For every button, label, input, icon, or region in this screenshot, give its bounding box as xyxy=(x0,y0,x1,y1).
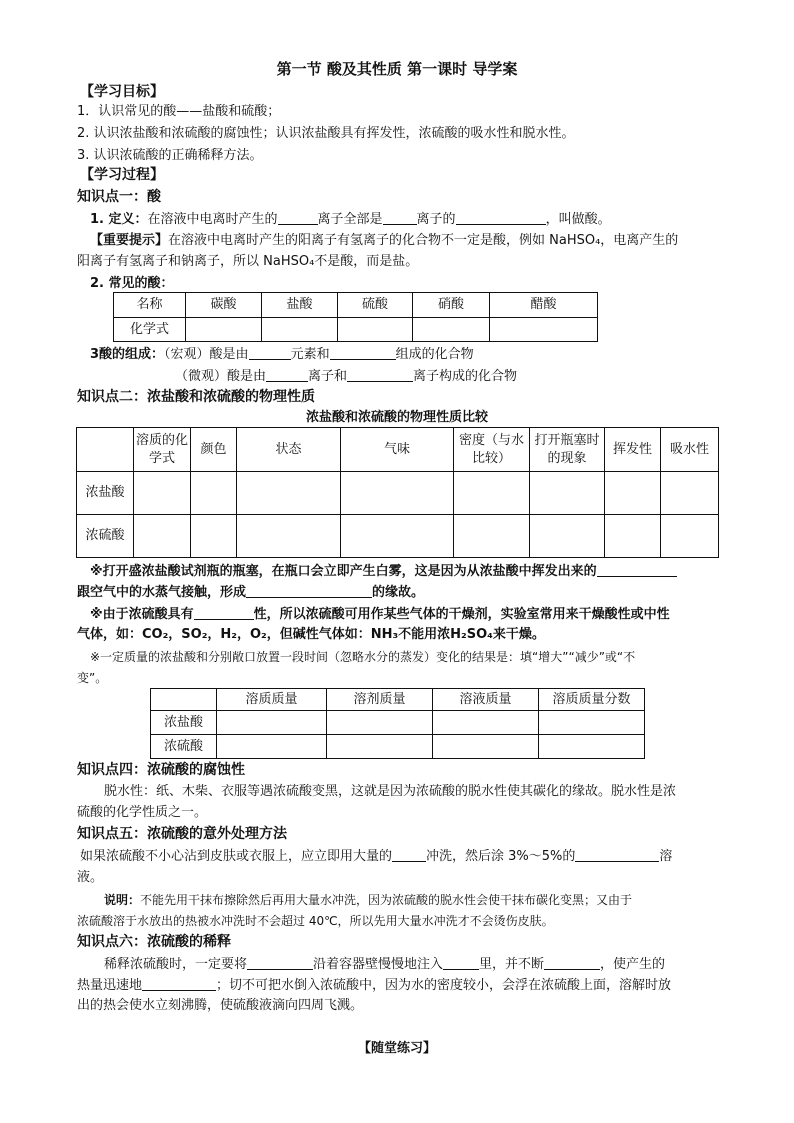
row-label: 化学式 xyxy=(114,318,186,342)
blank[interactable] xyxy=(575,847,659,862)
blank[interactable] xyxy=(597,562,677,577)
answer-cell[interactable] xyxy=(186,318,262,342)
answer-cell[interactable] xyxy=(454,515,530,558)
comparison-table-title: 浓盐酸和浓硫酸的物理性质比较 xyxy=(305,410,488,425)
kp1-definition: 1. 定义：在溶液中电离时产生的 离子全部是 离子的 ，叫做酸。 xyxy=(90,212,611,227)
blank[interactable] xyxy=(249,345,291,360)
answer-cell[interactable] xyxy=(661,515,719,558)
table-header: 溶剂质量 xyxy=(327,689,433,711)
blank[interactable] xyxy=(347,367,413,382)
acid-composition-macro: 3酸的组成：（宏观）酸是由 元素和 组成的化合物 xyxy=(90,347,474,362)
row-label: 浓硫酸 xyxy=(151,735,217,759)
blank[interactable] xyxy=(330,345,396,360)
answer-cell[interactable] xyxy=(530,515,605,558)
answer-cell[interactable] xyxy=(413,318,490,342)
answer-cell[interactable] xyxy=(433,711,539,735)
answer-cell[interactable] xyxy=(539,711,645,735)
answer-cell[interactable] xyxy=(530,472,605,515)
answer-cell[interactable] xyxy=(134,472,191,515)
table-header: 醋酸 xyxy=(490,293,598,318)
note-exposure: ※一定质量的浓盐酸和分别敞口放置一段时间（忽略水分的蒸发）变化的结果是：填“增大”“减少”或“不 xyxy=(90,650,636,664)
table-header: 硫酸 xyxy=(338,293,413,318)
answer-cell[interactable] xyxy=(341,472,454,515)
answer-cell[interactable] xyxy=(490,318,598,342)
answer-cell[interactable] xyxy=(605,472,661,515)
note-label: 说明： xyxy=(104,893,141,907)
kp4-heading: 知识点四：浓硫酸的腐蚀性 xyxy=(77,762,245,778)
answer-cell[interactable] xyxy=(338,318,413,342)
kp6-text-cont: 出的热会使水立刻沸腾，使硫酸液滴向四周飞溅。 xyxy=(77,998,364,1013)
blank[interactable] xyxy=(247,955,313,970)
acid-composition-micro: （微观）酸是由 离子和 离子构成的化合物 xyxy=(175,369,518,384)
answer-cell[interactable] xyxy=(539,735,645,759)
blank[interactable] xyxy=(246,583,372,598)
table-header: 溶质的化学式 xyxy=(134,428,191,472)
blank[interactable] xyxy=(266,367,308,382)
note-white-mist-cont: 跟空气中的水蒸气接触，形成 的缘故。 xyxy=(77,585,425,600)
answer-cell[interactable] xyxy=(605,515,661,558)
goal-item: 1．认识常见的酸——盐酸和硫酸； xyxy=(77,104,281,119)
table-header: 名称 xyxy=(114,293,186,318)
answer-cell[interactable] xyxy=(327,711,433,735)
table-header: 打开瓶塞时的现象 xyxy=(530,428,605,472)
table-header: 气味 xyxy=(341,428,454,472)
table-header: 溶质质量分数 xyxy=(539,689,645,711)
row-label: 浓硫酸 xyxy=(77,515,134,558)
important-tip: 【重要提示】在溶液中电离时产生的阳离子有氢离子的化合物不一定是酸，例如 NaHSO₄，电离产生的 xyxy=(90,233,679,248)
kp6-heading: 知识点六：浓硫酸的稀释 xyxy=(77,934,231,950)
blank[interactable] xyxy=(194,605,254,620)
table-header: 颜色 xyxy=(191,428,237,472)
answer-cell[interactable] xyxy=(237,515,341,558)
table-header: 硝酸 xyxy=(413,293,490,318)
table-header: 吸水性 xyxy=(661,428,719,472)
common-acids-label: 2. 常见的酸： xyxy=(90,276,174,291)
answer-cell[interactable] xyxy=(262,318,338,342)
kp5-note: 说明：不能先用干抹布擦除然后再用大量水冲洗，因为浓硫酸的脱水性会使干抹布碳化变黑；又由于 xyxy=(104,893,633,907)
answer-cell[interactable] xyxy=(134,515,191,558)
row-label: 浓盐酸 xyxy=(151,711,217,735)
answer-cell[interactable] xyxy=(454,472,530,515)
kp5-note-cont: 浓硫酸溶于水放出的热被水冲洗时不会超过 40℃，所以先用大量水冲洗才不会烫伤皮肤。 xyxy=(77,914,554,928)
page-title: 第一节 酸及其性质 第一课时 导学案 xyxy=(276,60,518,78)
kp5-text-cont: 液。 xyxy=(77,870,104,885)
answer-cell[interactable] xyxy=(191,472,237,515)
definition-label: 1. 定义： xyxy=(90,212,148,227)
blank[interactable] xyxy=(456,210,546,225)
table-header: 状态 xyxy=(237,428,341,472)
answer-cell[interactable] xyxy=(341,515,454,558)
kp2-heading: 知识点二：浓盐酸和浓硫酸的物理性质 xyxy=(77,389,315,405)
kp1-heading: 知识点一：酸 xyxy=(77,189,161,205)
blank[interactable] xyxy=(142,976,216,991)
table-header: 溶液质量 xyxy=(433,689,539,711)
exposure-change-table xyxy=(150,688,645,759)
blank[interactable] xyxy=(392,847,426,862)
row-label: 浓盐酸 xyxy=(77,472,134,515)
answer-cell[interactable] xyxy=(327,735,433,759)
common-acids-table xyxy=(113,292,598,342)
table-header xyxy=(77,428,134,472)
table-header: 盐酸 xyxy=(262,293,338,318)
goal-item: 3. 认识浓硫酸的正确稀释方法。 xyxy=(77,148,263,163)
kp6-text: 稀释浓硫酸时，一定要将 沿着容器壁慢慢地注入 里，并不断 ，使产生的 xyxy=(104,957,666,972)
tip-label: 【重要提示】 xyxy=(90,233,169,248)
answer-cell[interactable] xyxy=(191,515,237,558)
blank[interactable] xyxy=(443,955,479,970)
composition-label: 3酸的组成： xyxy=(90,347,165,362)
answer-cell[interactable] xyxy=(661,472,719,515)
kp5-text: 如果浓硫酸不小心沾到皮肤或衣服上，应立即用大量的 冲洗，然后涂 3%～5%的 溶 xyxy=(80,849,673,864)
goals-heading: 【学习目标】 xyxy=(80,84,164,100)
table-header xyxy=(151,689,217,711)
note-drying-agent: ※由于浓硫酸具有 性，所以浓硫酸可用作某些气体的干燥剂，实验室常用来干燥酸性或中性 xyxy=(90,607,670,622)
goal-item: 2. 认识浓盐酸和浓硫酸的腐蚀性；认识浓盐酸具有挥发性，浓硫酸的吸水性和脱水性。 xyxy=(77,126,575,141)
practice-heading: 【随堂练习】 xyxy=(357,1041,436,1056)
tip-continuation: 阳离子有氢离子和钠离子，所以 NaHSO₄不是酸，而是盐。 xyxy=(77,254,419,269)
note-white-mist: ※打开盛浓盐酸试剂瓶的瓶塞，在瓶口会立即产生白雾，这是因为从浓盐酸中挥发出来的 xyxy=(90,562,677,581)
table-header: 溶质质量 xyxy=(217,689,327,711)
answer-cell[interactable] xyxy=(217,711,327,735)
table-header: 密度（与水比较） xyxy=(454,428,530,472)
process-heading: 【学习过程】 xyxy=(80,167,164,183)
blank[interactable] xyxy=(278,210,318,225)
table-header: 挥发性 xyxy=(605,428,661,472)
blank[interactable] xyxy=(383,210,417,225)
kp4-text: 脱水性：纸、木柴、衣服等遇浓硫酸变黑，这就是因为浓硫酸的脱水性使其碳化的缘故。脱水性是浓 xyxy=(104,784,677,799)
answer-cell[interactable] xyxy=(433,735,539,759)
kp4-text-cont: 硫酸的化学性质之一。 xyxy=(77,805,208,820)
note-drying-agent-cont: 气体，如：CO₂，SO₂，H₂，O₂，但碱性气体如：NH₃不能用浓H₂SO₄来干燥。 xyxy=(77,627,545,642)
kp5-heading: 知识点五：浓硫酸的意外处理方法 xyxy=(77,826,287,842)
answer-cell[interactable] xyxy=(237,472,341,515)
kp6-text-cont: 热量迅速地 ；切不可把水倒入浓硫酸中，因为水的密度较小，会浮在浓硫酸上面，溶解时放 xyxy=(77,978,672,993)
blank[interactable] xyxy=(544,955,600,970)
physical-properties-table xyxy=(76,427,719,558)
table-header: 碳酸 xyxy=(186,293,262,318)
answer-cell[interactable] xyxy=(217,735,327,759)
note-exposure-cont: 变”。 xyxy=(77,671,108,685)
